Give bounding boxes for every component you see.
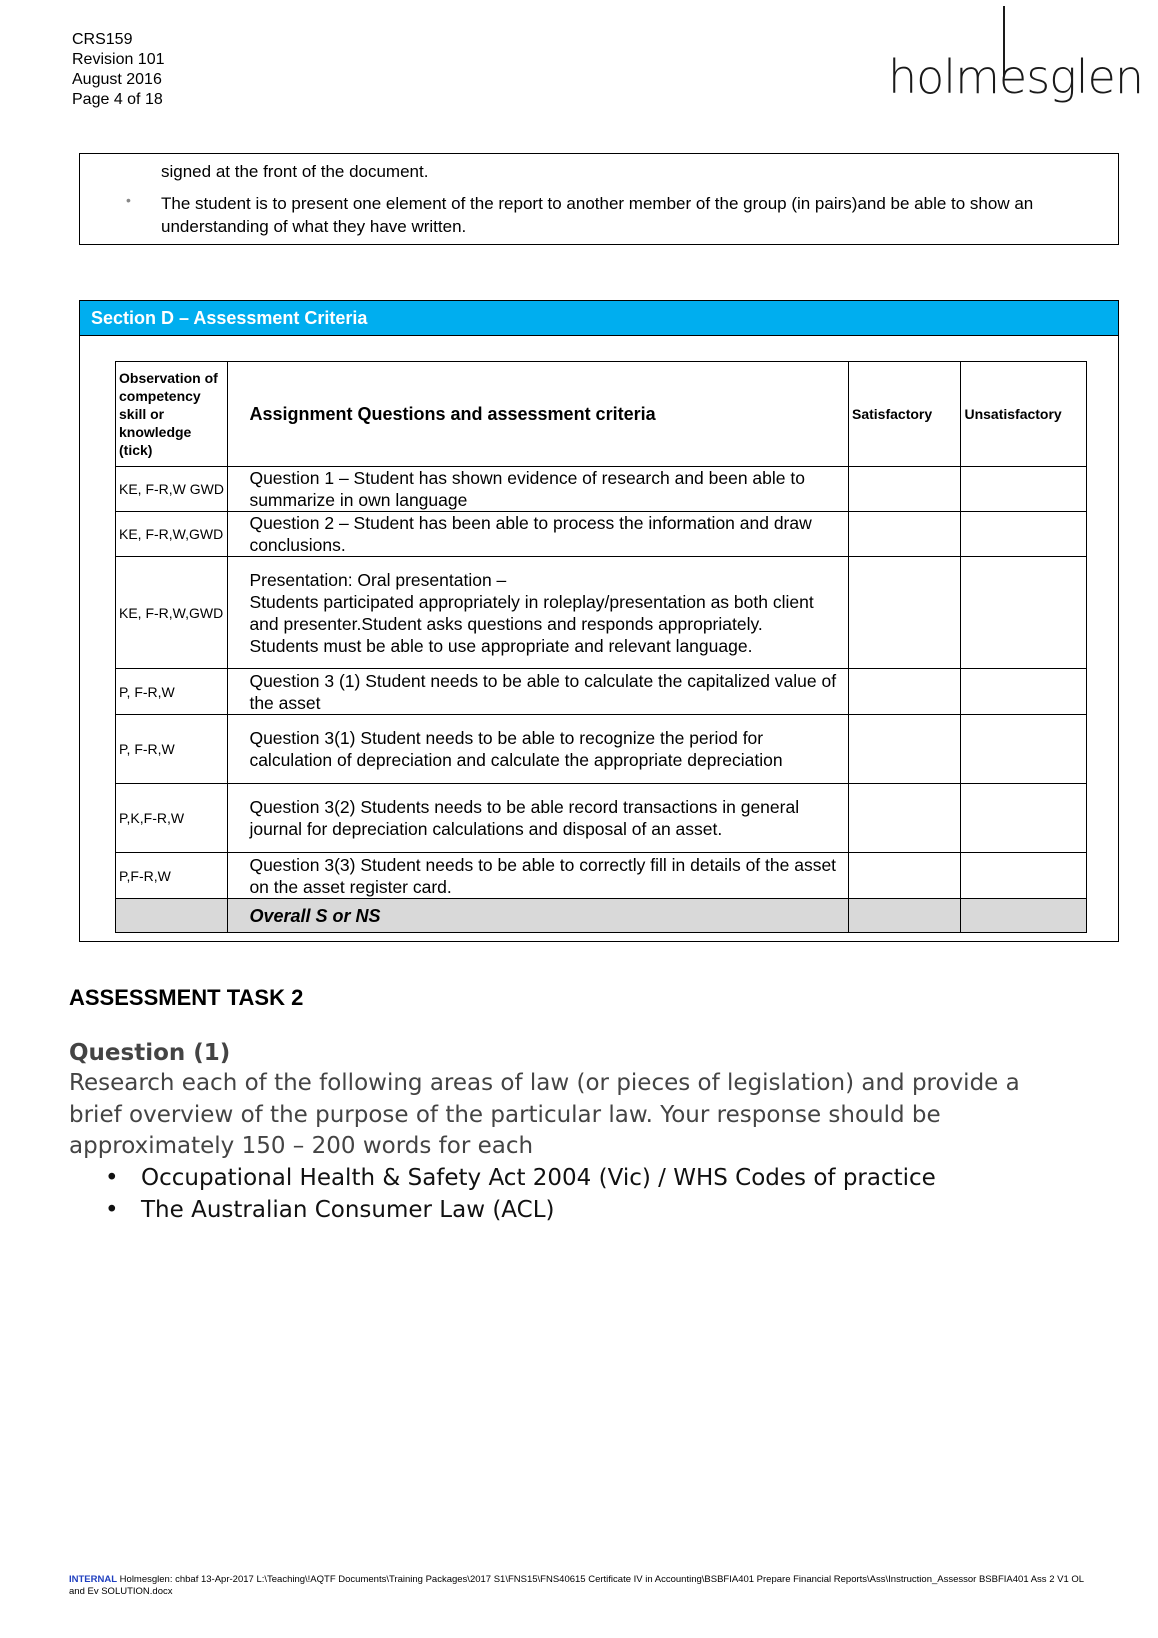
satisfactory-cell[interactable] [849, 557, 961, 669]
satisfactory-cell[interactable] [849, 467, 961, 512]
satisfactory-cell[interactable] [849, 784, 961, 853]
document-header-info [72, 30, 165, 110]
overall-satisfactory-cell[interactable] [849, 899, 961, 933]
page-footer [69, 1574, 1099, 1598]
criteria-header: Assignment Questions and assessment criteria [228, 362, 849, 467]
doc-code: CRS159 [72, 31, 133, 48]
table-row [116, 467, 1087, 512]
criteria-text: Question 2 – Student has been able to process the information and draw conclusions. [228, 512, 849, 557]
criteria-text: Question 3(3) Student needs to be able to correctly fill in details of the asset on the asset register card. [228, 853, 849, 899]
question-title: Question (1) [69, 1040, 231, 1066]
unsatisfactory-cell[interactable] [961, 669, 1087, 715]
competency-code: KE, F-R,W,GWD [116, 512, 228, 557]
list-item-text: Occupational Health & Safety Act 2004 (Vic) / WHS Codes of practice [141, 1165, 936, 1191]
overall-blank-cell [116, 899, 228, 933]
unsatisfactory-cell[interactable] [961, 853, 1087, 899]
criteria-text: Question 3 (1) Student needs to be able to calculate the capitalized value of the asset [228, 669, 849, 715]
legislation-list [69, 1163, 936, 1226]
doc-date: August 2016 [72, 71, 162, 88]
revision: Revision 101 [72, 51, 165, 68]
table-row [116, 853, 1087, 899]
list-item [69, 1163, 936, 1195]
table-row [116, 557, 1087, 669]
table-header-row [116, 362, 1087, 467]
table-row [116, 784, 1087, 853]
page-number: Page 4 of 18 [72, 91, 163, 108]
task-title: ASSESSMENT TASK 2 [69, 985, 304, 1010]
satisfactory-cell[interactable] [849, 512, 961, 557]
competency-code: P, F-R,W [116, 669, 228, 715]
bullet-icon: • [105, 1196, 119, 1223]
satisfactory-cell[interactable] [849, 853, 961, 899]
unsatisfactory-cell[interactable] [961, 467, 1087, 512]
logo-wordmark: holmesglen [888, 50, 1143, 104]
table-row [116, 715, 1087, 784]
table-row [116, 669, 1087, 715]
instruction-line: signed at the front of the document. [161, 162, 429, 181]
criteria-text: Question 3(1) Student needs to be able to recognize the period for calculation of depreciation and calculate the appropriate depreciation [228, 715, 849, 784]
overall-row [116, 899, 1087, 933]
unsatisfactory-cell[interactable] [961, 715, 1087, 784]
competency-code: KE, F-R,W,GWD [116, 557, 228, 669]
overall-unsatisfactory-cell[interactable] [961, 899, 1087, 933]
footer-path: Holmesglen: chbaf 13-Apr-2017 L:\Teaching\!AQTF Documents\Training Packages\2017 S1\FNS15\FNS40615 Certificate IV in Accounting\BSBFIA401 Prepare Financial Reports\Ass\Instruction_Assessor BSBFIA401 Ass 2 V1 OL and Ev SOLUTION.docx [69, 1574, 1084, 1597]
satisfactory-cell[interactable] [849, 715, 961, 784]
competency-code: P,F-R,W [116, 853, 228, 899]
classification-label: INTERNAL [69, 1574, 118, 1585]
unsatisfactory-header: Unsatisfactory [961, 362, 1087, 467]
observation-header: Observation of competency skill or knowledge (tick) [116, 362, 228, 467]
unsatisfactory-cell[interactable] [961, 512, 1087, 557]
competency-code: P,K,F-R,W [116, 784, 228, 853]
holmesglen-logo [888, 6, 1143, 116]
criteria-text: Question 3(2) Students needs to be able record transactions in general journal for depreciation calculations and disposal of an asset. [228, 784, 849, 853]
unsatisfactory-cell[interactable] [961, 557, 1087, 669]
instruction-line: The student is to present one element of the report to another member of the group (in pairs)and be able to show an understanding of what they have written. [161, 194, 1034, 236]
question-text: Research each of the following areas of law (or pieces of legislation) and provide a brief overview of the purpose of the particular law. Your response should be approximately 150 – 200 words for each [69, 1070, 1020, 1159]
table-row [116, 512, 1087, 557]
satisfactory-header: Satisfactory [849, 362, 961, 467]
overall-label: Overall S or NS [228, 899, 849, 933]
competency-code: KE, F-R,W GWD [116, 467, 228, 512]
instructions-box [79, 153, 1119, 245]
bullet-icon: • [105, 1165, 119, 1191]
bullet-icon: • [126, 192, 131, 208]
criteria-text: Question 1 – Student has shown evidence of research and been able to summarize in own language [228, 467, 849, 512]
section-d-assessment-criteria [79, 300, 1119, 942]
competency-code: P, F-R,W [116, 715, 228, 784]
unsatisfactory-cell[interactable] [961, 784, 1087, 853]
satisfactory-cell[interactable] [849, 669, 961, 715]
list-item [69, 1195, 936, 1227]
criteria-table [115, 361, 1087, 933]
section-title: Section D – Assessment Criteria [80, 301, 1118, 336]
criteria-text: Presentation: Oral presentation – Students participated appropriately in roleplay/presentation as both client and presenter.Student asks questions and responds appropriately. Students must be able to use appropriate and relevant language. [228, 557, 849, 669]
list-item-text: The Australian Consumer Law (ACL) [141, 1196, 555, 1223]
